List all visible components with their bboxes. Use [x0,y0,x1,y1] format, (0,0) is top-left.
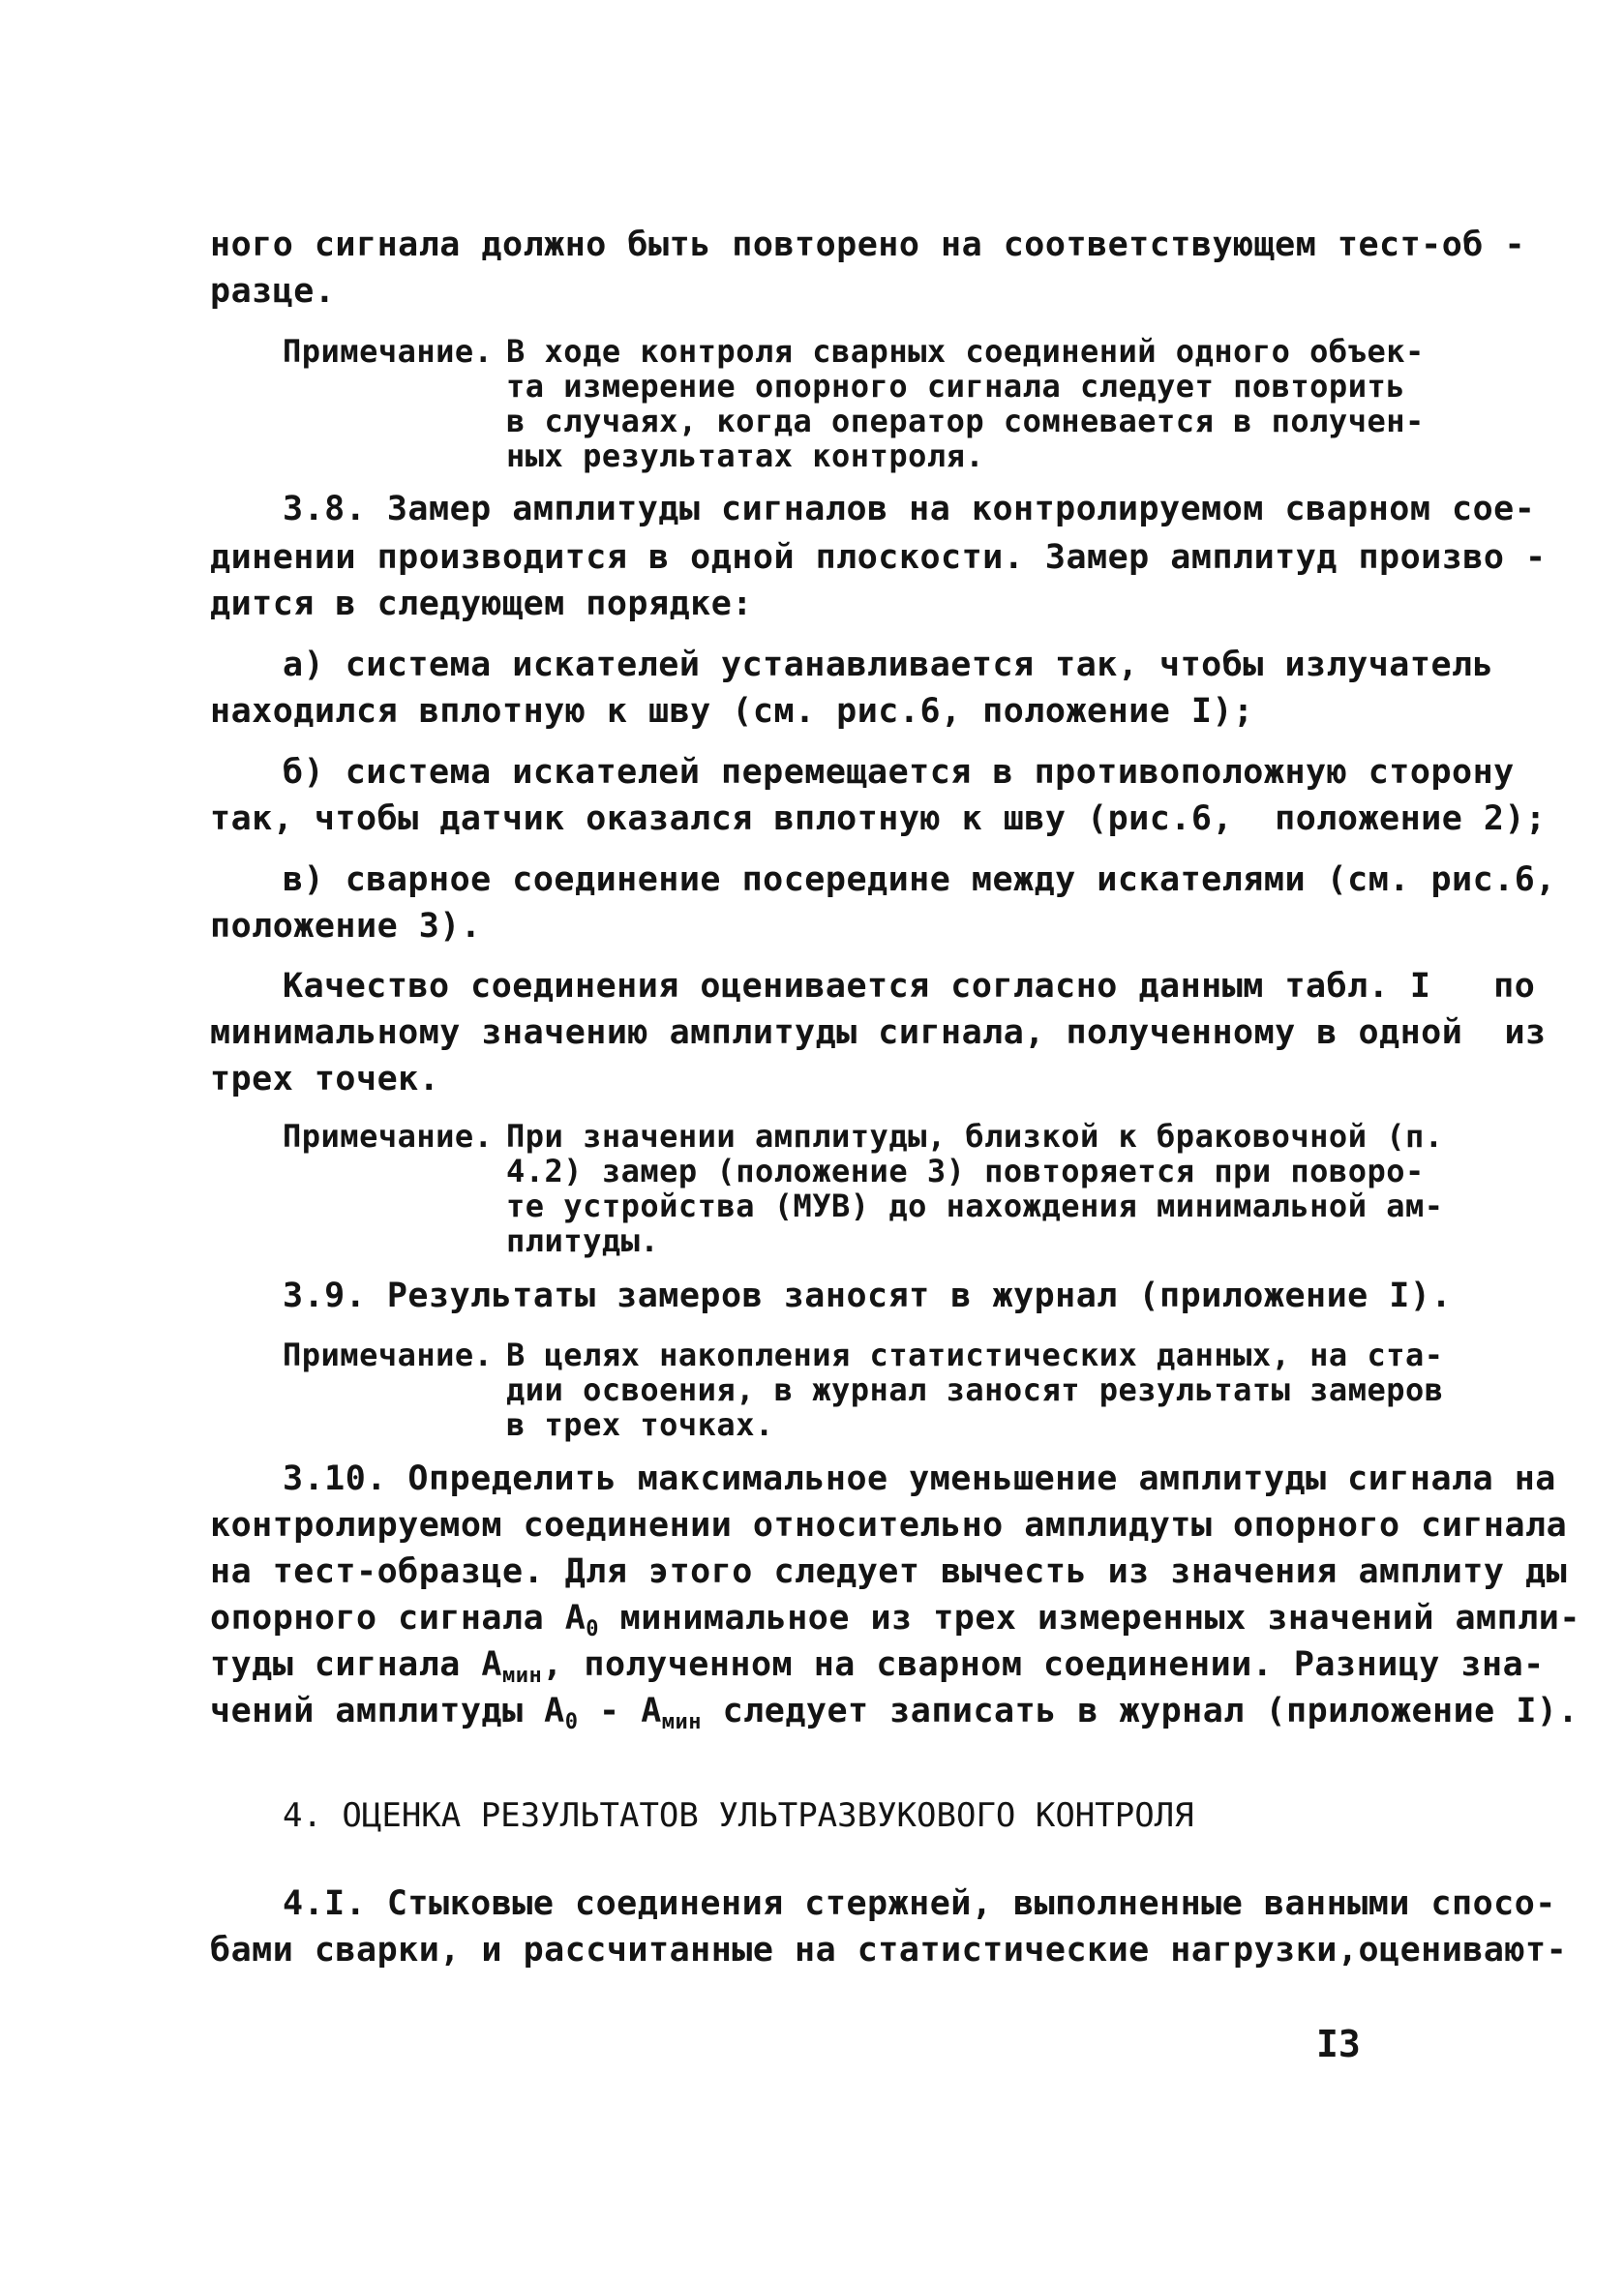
note-3-line-1: В целях накопления статистических данных, на ста- [506,1337,1444,1373]
section-3-10-line-3: на тест-образце. Для этого следует вычесть из значения амплиту ды [210,1552,1568,1591]
section-3-8-line-2: динении производится в одной плоскости. Замер амплитуд произво - [210,538,1547,577]
note-3-line-2: дии освоения, в журнал заносят результаты замеров [506,1371,1444,1408]
note-2-line-2: 4.2) замер (положение 3) повторяется при поворо- [506,1153,1425,1189]
paragraph-continuation-line-2: разце. [210,272,336,311]
section-3-10-line-1: 3.10. Определить максимальное уменьшение амплитуды сигнала на [283,1459,1556,1498]
section-3-10-line-5 [210,1642,1545,1687]
note-3-line-3: в трех точках. [506,1406,774,1443]
section-3-10-line-2: контролируемом соединении относительно амплидуты опорного сигнала [210,1506,1568,1545]
amplitude-subscript-zero-2: 0 [564,1710,579,1734]
section-3-10-line-6 [210,1689,1579,1733]
section-3-10-line-5-part-1: туды сигнала А [210,1645,503,1684]
note-3-label: Примечание. [283,1337,494,1373]
item-v-line-2: положение 3). [210,907,482,946]
quality-line-1: Качество соединения оценивается согласно данным табл. I по [283,967,1536,1006]
amplitude-subscript-min-2: мин [661,1710,703,1734]
section-3-10-line-6-part-1: чений амплитуды А [210,1692,565,1730]
note-2-label: Примечание. [283,1118,494,1155]
note-1-line-2: та измерение опорного сигнала следует повторить [506,368,1405,405]
section-4-heading: 4. ОЦЕНКА РЕЗУЛЬТАТОВ УЛЬТРАЗВУКОВОГО КОНТРОЛЯ [283,1796,1194,1835]
note-1-line-1: В ходе контроля сварных соединений одного объек- [506,333,1425,370]
note-1-line-3: в случаях, когда оператор сомневается в получен- [506,403,1425,439]
section-3-10-line-4-part-2: минимальное из трех измеренных значений ампли- [599,1599,1580,1638]
section-4-1-line-1: 4.I. Стыковые соединения стержней, выполненные ванными спосо- [283,1884,1556,1923]
item-a-line-2: находился вплотную к шву (см. рис.6, положение I); [210,692,1254,731]
item-a-line-1: а) система искателей устанавливается так, чтобы излучатель [283,646,1494,684]
paragraph-continuation-line-1: ного сигнала должно быть повторено на соответствующем тест-об - [210,226,1526,264]
section-3-10-line-6-part-3: следует записать в журнал (приложение I). [702,1692,1579,1730]
note-1-line-4: ных результатах контроля. [506,437,985,474]
note-2-line-1: При значении амплитуды, близкой к браковочной (п. [506,1118,1444,1155]
section-3-8-line-3: дится в следующем порядке: [210,585,753,623]
note-1-label: Примечание. [283,333,494,370]
quality-line-3: трех точек. [210,1060,440,1098]
amplitude-subscript-min: мин [502,1664,543,1688]
item-b-line-1: б) система искателей перемещается в противоположную сторону [283,753,1515,792]
section-3-10-line-6-part-2: - А [578,1692,662,1730]
item-v-line-1: в) сварное соединение посередине между искателями (см. рис.6, [283,860,1556,899]
section-3-10-line-4 [210,1596,1580,1640]
section-3-8-line-1: 3.8. Замер амплитуды сигналов на контролируемом сварном сое- [283,490,1536,528]
note-2-line-3: те устройства (МУВ) до нахождения минимальной ам- [506,1188,1444,1224]
note-2-line-4: плитуды. [506,1222,660,1259]
page-number: I3 [1316,2023,1361,2065]
section-3-9: 3.9. Результаты замеров заносят в журнал (приложение I). [283,1277,1453,1315]
item-b-line-2: так, чтобы датчик оказался вплотную к шву (рис.6, положение 2); [210,799,1547,838]
section-3-10-line-5-part-2: , полученном на сварном соединении. Разницу зна- [542,1645,1545,1684]
quality-line-2: минимальному значению амплитуды сигнала, полученному в одной из [210,1013,1547,1052]
section-4-1-line-2: бами сварки, и рассчитанные на статистические нагрузки,оценивают- [210,1931,1568,1970]
amplitude-subscript-zero: 0 [586,1617,600,1641]
section-3-10-line-4-part-1: опорного сигнала А [210,1599,586,1638]
